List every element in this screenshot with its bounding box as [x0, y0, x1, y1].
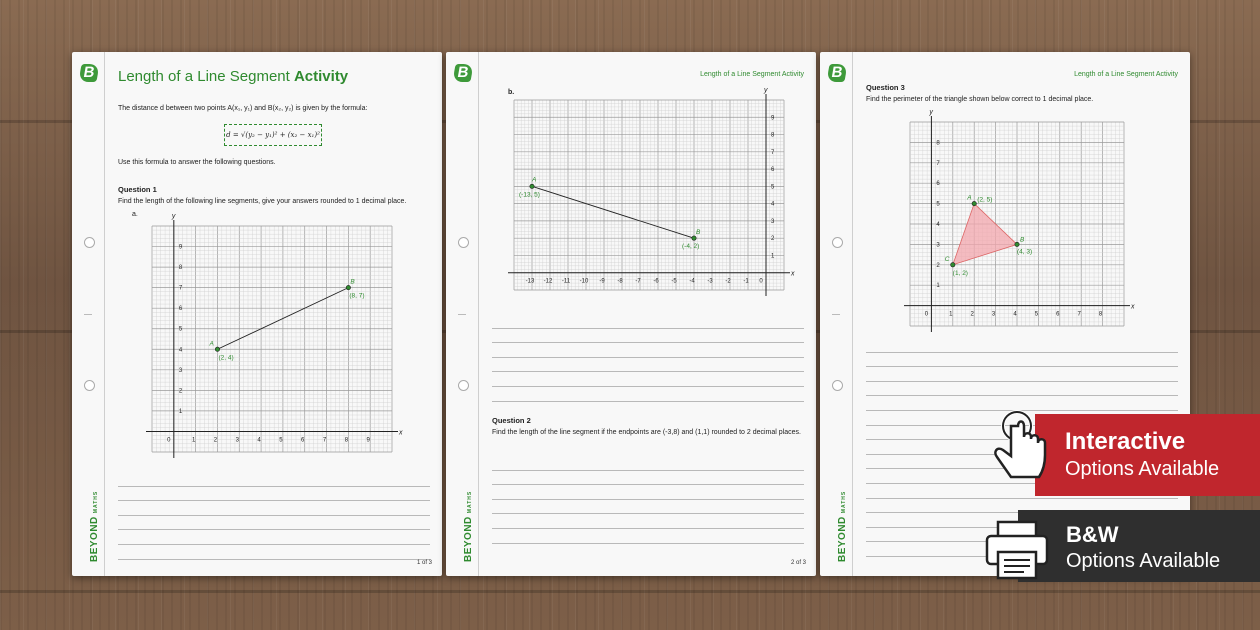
x-tick-label: 3	[991, 311, 996, 318]
x-tick-label: -5	[671, 278, 677, 285]
y-tick-label: 7	[178, 285, 183, 292]
point-b	[692, 236, 696, 240]
point-coordinate-label: (8, 7)	[349, 292, 365, 300]
y-tick-label: 7	[936, 160, 940, 167]
banner-title: Interactive	[1065, 428, 1186, 455]
y-tick-label: 1	[936, 283, 940, 290]
worksheet-page-2	[446, 52, 816, 576]
x-tick-label: 1	[949, 311, 953, 318]
punch-hole	[458, 237, 469, 248]
x-tick-label: 8	[1098, 311, 1103, 318]
y-tick-label: 7	[771, 149, 775, 156]
y-tick-label: 3	[178, 367, 183, 374]
part-label: b.	[508, 89, 515, 96]
punch-hole	[84, 380, 95, 391]
brand-vertical: BEYONDMATHS	[837, 490, 848, 562]
question-2-text: Find the length of the line segment if the endpoints are (-3,8) and (1,1) rounded to 2 decimal places.	[492, 429, 801, 436]
point-b	[1015, 242, 1019, 246]
y-axis-label: y	[929, 109, 933, 116]
y-tick-label: 6	[178, 306, 183, 313]
brand-vertical: BEYONDMATHS	[89, 490, 100, 562]
fold-mark	[84, 314, 92, 315]
fold-mark	[832, 314, 840, 315]
x-tick-label: 7	[1077, 311, 1081, 318]
x-tick-label: -4	[689, 278, 695, 285]
x-tick-label: 5	[279, 437, 283, 444]
x-tick-label: -7	[635, 278, 641, 285]
touch-hand-icon	[995, 410, 1055, 496]
x-tick-label: 5	[1034, 311, 1039, 318]
answer-lines	[118, 472, 430, 560]
worksheet-page-1	[72, 52, 442, 576]
point-coordinate-label: (-13, 5)	[519, 191, 540, 199]
banner-subtitle: Options Available	[1066, 550, 1221, 572]
point-name-label: A	[967, 194, 972, 202]
question-1-title: Question 1	[118, 185, 157, 194]
question-1-text: Find the length of the following line segments, give your answers rounded to 1 decimal place.	[118, 198, 407, 205]
point-coordinate-label: (4, 3)	[1017, 248, 1033, 256]
point-name-label: B	[1020, 236, 1025, 244]
part-label: a.	[132, 211, 138, 218]
x-tick-label: 2	[970, 311, 974, 318]
y-tick-label: 4	[178, 347, 183, 354]
x-tick-label: 1	[191, 437, 196, 444]
x-axis-label: x	[399, 429, 403, 437]
banner-subtitle: Options Available	[1065, 458, 1220, 480]
y-axis-label: y	[171, 213, 176, 220]
x-tick-label: 6	[1056, 311, 1060, 318]
x-tick-label: -1	[743, 278, 749, 285]
worksheet-page-3	[820, 52, 1190, 576]
point-name-label: B	[350, 278, 355, 286]
binding-strip	[820, 52, 853, 576]
point-coordinate-label: (2, 4)	[218, 354, 234, 362]
y-tick-label: 2	[178, 388, 183, 395]
y-tick-label: 2	[936, 262, 940, 269]
y-tick-label: 5	[936, 201, 940, 208]
x-tick-label: -12	[543, 278, 553, 285]
y-tick-label: 8	[178, 265, 183, 272]
y-tick-label: 8	[936, 140, 940, 147]
x-tick-label: 0	[924, 311, 929, 318]
y-tick-label: 5	[178, 326, 183, 333]
banner-title: B&W	[1066, 522, 1119, 547]
point-coordinate-label: (1, 2)	[952, 269, 968, 277]
y-tick-label: 4	[936, 222, 940, 228]
x-tick-label: -8	[617, 278, 623, 285]
instruction-text: Use this formula to answer the following questions.	[118, 159, 276, 166]
page-number: 2 of 3	[790, 560, 806, 566]
y-tick-label: 5	[771, 184, 775, 191]
question-2-title: Question 2	[492, 416, 531, 425]
brand-logo-icon: B	[452, 64, 473, 82]
intro-text: The distance d between two points A(x₁, y₁) and B(x₂, y₂) is given by the formula:	[118, 105, 368, 112]
x-tick-label: 7	[322, 437, 327, 444]
coordinate-grid-triangle	[902, 109, 1138, 338]
bw-options-banner[interactable]	[1018, 510, 1260, 582]
point-name-label: A	[209, 340, 214, 348]
x-tick-label: -11	[561, 278, 571, 285]
x-tick-label: -10	[579, 278, 589, 285]
fold-mark	[458, 314, 466, 315]
triangle-abc	[953, 204, 1017, 265]
point-name-label: B	[696, 229, 701, 237]
y-tick-label: 9	[771, 115, 775, 122]
point-coordinate-label: (-4, 2)	[682, 243, 700, 251]
brand-logo-icon: B	[826, 64, 847, 82]
y-tick-label: 9	[178, 244, 183, 251]
x-tick-label: 3	[235, 437, 239, 444]
point-name-label: A	[532, 176, 537, 184]
x-tick-label: 6	[301, 437, 305, 444]
answer-lines	[492, 456, 804, 544]
x-tick-label: 4	[257, 437, 261, 444]
point-c	[951, 263, 955, 267]
x-tick-label: 0	[759, 278, 763, 285]
binding-strip	[72, 52, 105, 576]
y-tick-label: 3	[936, 242, 940, 249]
punch-hole	[458, 380, 469, 391]
x-tick-label: 8	[344, 437, 349, 444]
distance-formula: d = √(y₂ − y₁)² + (x₂ − x₁)²	[224, 124, 322, 146]
y-tick-label: 2	[771, 236, 775, 243]
x-tick-label: 4	[1013, 311, 1017, 318]
page-title: Length of a Line Segment Activity	[118, 68, 349, 85]
x-tick-label: -9	[599, 278, 605, 285]
wood-grain	[0, 590, 1260, 593]
x-tick-label: 9	[366, 437, 370, 444]
x-axis-label: x	[1131, 303, 1135, 311]
punch-hole	[832, 237, 843, 248]
y-tick-label: 6	[936, 181, 940, 188]
y-tick-label: 3	[771, 218, 775, 225]
x-tick-label: -13	[525, 278, 535, 285]
x-tick-label: -2	[725, 278, 731, 285]
answer-lines	[492, 314, 804, 402]
coordinate-grid-b	[508, 82, 804, 304]
interactive-options-banner[interactable]	[1035, 414, 1260, 496]
point-b	[346, 285, 350, 289]
punch-hole	[832, 380, 843, 391]
x-tick-label: 0	[167, 437, 171, 444]
y-tick-label: 8	[771, 132, 775, 139]
page-number: 1 of 3	[416, 560, 432, 566]
point-coordinate-label: (2, 5)	[977, 196, 993, 204]
brand-vertical: BEYONDMATHS	[463, 490, 474, 562]
point-a	[972, 201, 976, 205]
point-a	[530, 184, 534, 188]
page-header: Length of a Line Segment Activity	[1074, 71, 1178, 78]
x-tick-label: -3	[707, 278, 713, 285]
brand-logo-icon: B	[78, 64, 99, 82]
y-axis-label: y	[764, 87, 768, 94]
y-tick-label: 6	[771, 167, 775, 174]
point-name-label: C	[944, 255, 950, 263]
y-tick-label: 1	[771, 253, 775, 260]
x-axis-label: x	[791, 270, 795, 278]
printer-icon	[984, 520, 1050, 582]
x-tick-label: 2	[213, 437, 218, 444]
page-header: Length of a Line Segment Activity	[700, 71, 804, 78]
x-tick-label: -6	[653, 278, 659, 285]
coordinate-grid-a	[146, 212, 402, 468]
point-a	[215, 347, 219, 351]
question-3-title: Question 3	[866, 83, 905, 92]
question-3-text: Find the perimeter of the triangle shown below correct to 1 decimal place.	[866, 96, 1094, 103]
y-tick-label: 1	[178, 408, 183, 415]
y-tick-label: 4	[771, 201, 775, 208]
punch-hole	[84, 237, 95, 248]
line-segment-ab	[532, 186, 694, 238]
binding-strip	[446, 52, 479, 576]
